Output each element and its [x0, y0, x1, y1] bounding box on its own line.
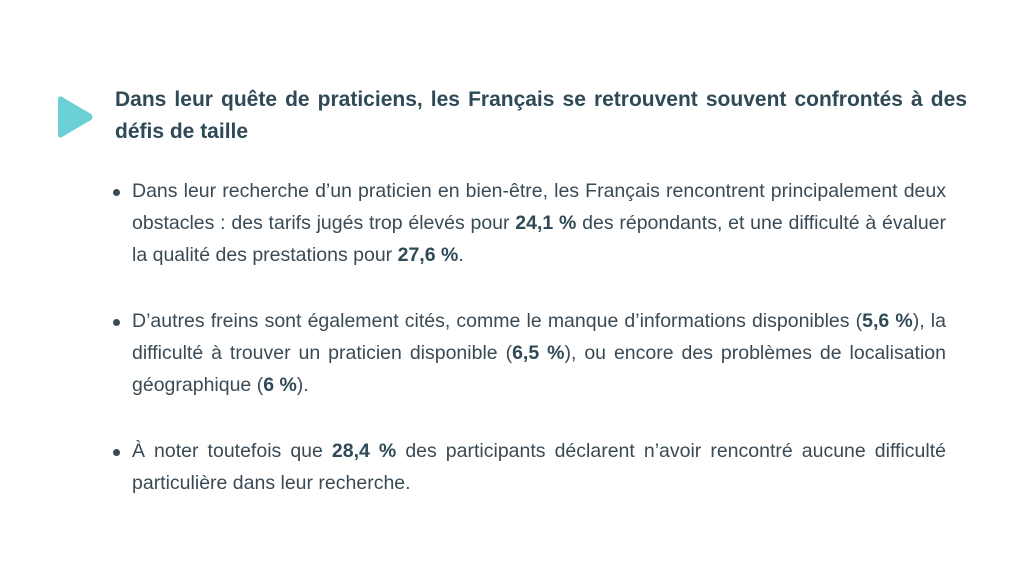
bullet-dot	[113, 449, 120, 456]
stat-disponibilite: 6,5 %	[512, 342, 565, 364]
item-text: ).	[296, 374, 309, 396]
bullet-dot	[113, 189, 120, 196]
item-text: À noter toutefois que	[132, 440, 332, 462]
section-heading: Dans leur quête de praticiens, les Français se retrouvent souvent confrontés à des défis de taille	[115, 88, 967, 143]
stat-qualite: 27,6 %	[397, 244, 459, 266]
item-text: ), ou encore des problèmes de localisation géographique (	[132, 342, 946, 396]
play-arrow-shape	[58, 96, 93, 137]
item-text: .	[458, 244, 464, 266]
item-text: D’autres freins sont également cités, comme le manque d’informations disponibles (	[132, 310, 863, 332]
item-text: ), la difficulté à trouver un praticien disponible (	[132, 310, 946, 364]
item-text: Dans leur recherche d’un praticien en bien-être, les Français rencontrent principalement deux obstacles : des tarifs jugés trop élevés pour	[132, 180, 946, 234]
stat-localisation: 6 %	[263, 374, 297, 396]
list-item-other-barriers	[111, 305, 946, 401]
item-text: des répondants, et une difficulté à évaluer la qualité des prestations pour	[132, 212, 947, 266]
item-text: des participants déclarent n’avoir rencontré aucune difficulté particulière dans leur recherche.	[132, 440, 946, 494]
stat-informations: 5,6 %	[862, 310, 913, 332]
key-findings-list	[111, 175, 946, 533]
play-arrow-icon	[57, 94, 95, 140]
bullet-dot	[113, 319, 120, 326]
stat-tarifs: 24,1 %	[515, 212, 577, 234]
list-item-no-difficulty	[111, 435, 946, 499]
stat-aucune-difficulte: 28,4 %	[331, 440, 397, 462]
list-item-obstacles	[111, 175, 946, 271]
